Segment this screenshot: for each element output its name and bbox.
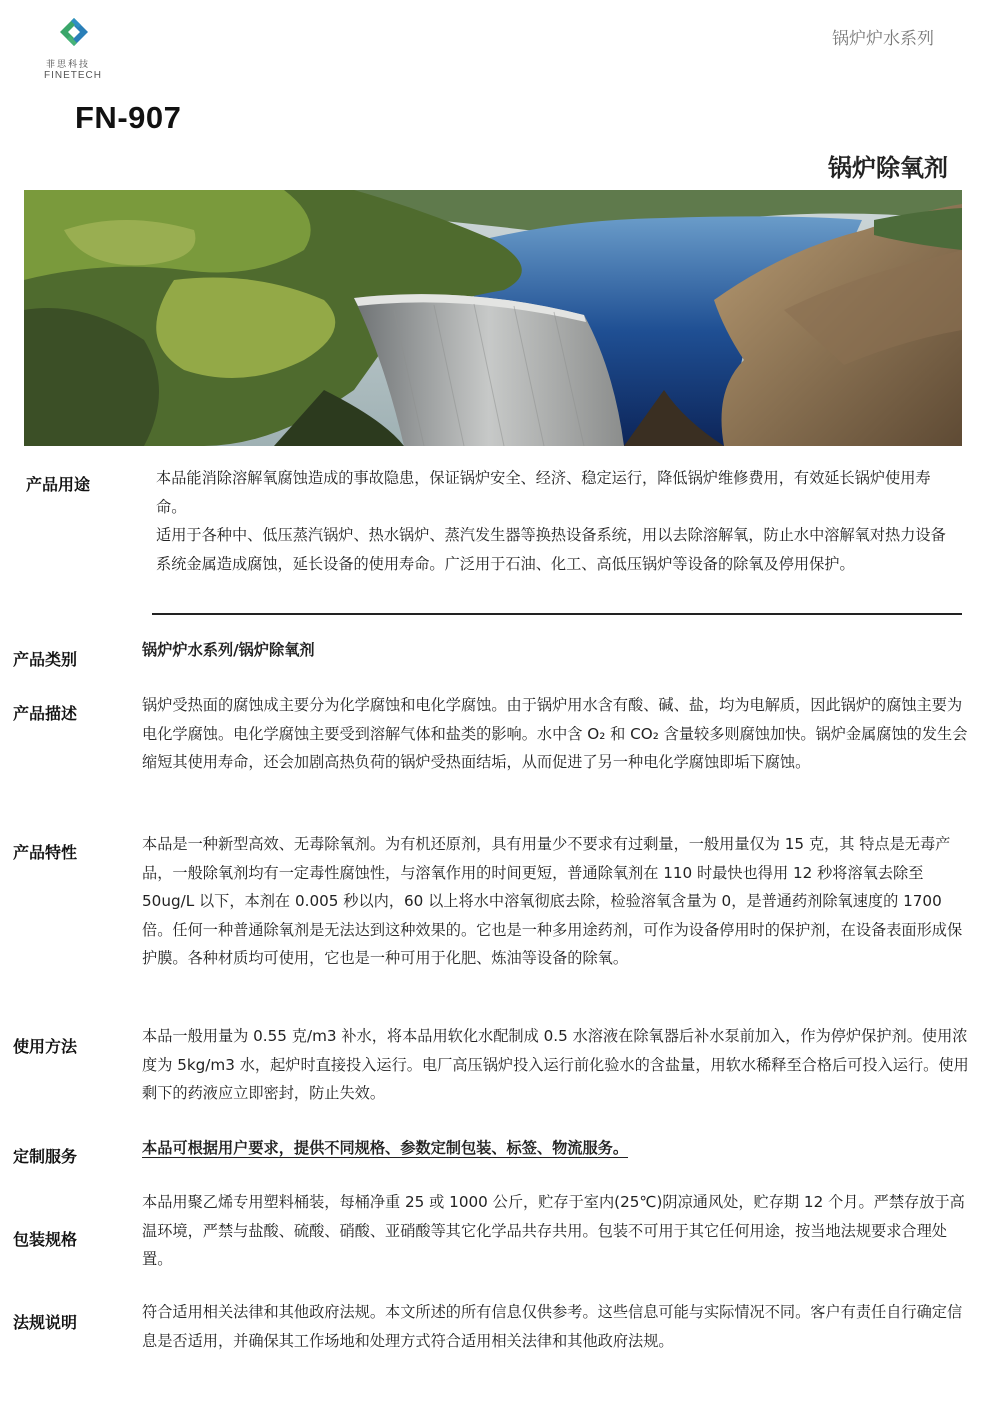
section-body-features: 本品是一种新型高效、无毒除氧剂。为有机还原剂，具有用量少不要求有过剩量，一般用量仅为 15 克，其 特点是无毒产品，一般除氧剂均有一定毒性腐蚀性，与溶氧作用的时间更短，普通除氧剂在 110 时最快也得用 12 秒将溶氧去除至 50ug/L 以下，本剂在 0.005 秒以内，60 以上将水中溶氧彻底去除，检验溶氧含量为 0，是普通药剂除氧速度的 1700 倍。任何一种普通除氧剂是无法达到这种效果的。它也是一种多用途药剂，可作为设备停用时的保护剂，在设备表面形成保护膜。各种材质均可使用，它也是一种可用于化肥、炼油等设备的除氧。	[142, 835, 963, 967]
section-label-regulation: 法规说明	[13, 1313, 78, 1332]
section-body-regulation: 符合适用相关法律和其他政府法规。本文所述的所有信息仅供参考。这些信息可能与实际情况不同。客户有责任自行确定信息是否适用，并确保其工作场地和处理方式符合适用相关法律和其他政府法规。	[142, 1303, 963, 1350]
section-label-usage: 产品用途	[26, 475, 91, 494]
product-title: 锅炉除氧剂	[828, 154, 948, 182]
section-body-method: 本品一般用量为 0.55 克/m3 补水，将本品用软化水配制成 0.5 水溶液在除氧器后补水泵前加入，作为停炉保护剂。使用浓度为 5kg/m3 水，起炉时直接投入运行。电厂高压锅炉投入运行前化验水的含盐量，用软水稀释至合格后可投入运行。使用剩下的药液应立即密封，防止失效。	[142, 1027, 969, 1102]
section-label-features: 产品特性	[13, 843, 78, 862]
section-label-category: 产品类别	[13, 650, 78, 669]
section-label-method: 使用方法	[13, 1037, 78, 1056]
section-label-custom: 定制服务	[13, 1147, 78, 1166]
section-body-packaging: 本品用聚乙烯专用塑料桶装，每桶净重 25 或 1000 公斤，贮存于室内(25℃)阴凉通风处，贮存期 12 个月。严禁存放于高温环境，严禁与盐酸、硫酸、硝酸、亚硝酸等其它化学品共存共用。包装不可用于其它任何用途，按当地法规要求合理处置。	[142, 1193, 965, 1268]
section-label-description: 产品描述	[13, 704, 78, 723]
logo-mark-icon	[54, 12, 94, 52]
section-body-category: 锅炉炉水系列/锅炉除氧剂	[142, 641, 315, 659]
series-label: 锅炉炉水系列	[832, 29, 934, 49]
section-body-description: 锅炉受热面的腐蚀成主要分为化学腐蚀和电化学腐蚀。由于锅炉用水含有酸、碱、盐，均为电解质，因此锅炉的腐蚀主要为电化学腐蚀。电化学腐蚀主要受到溶解气体和盐类的影响。水中含 O₂ 和 CO₂ 含量较多则腐蚀加快。锅炉金属腐蚀的发生会缩短其使用寿命，还会加剧高热负荷的锅炉受热面结垢，从而促进了另一种电化学腐蚀即垢下腐蚀。	[142, 696, 968, 771]
section-divider	[152, 613, 962, 615]
product-model: FN-907	[75, 100, 182, 135]
usage-paragraph-2: 适用于各种中、低压蒸汽锅炉、热水锅炉、蒸汽发生器等换热设备系统，用以去除溶解氧，防止水中溶解氧对热力设备系统金属造成腐蚀，延长设备的使用寿命。广泛用于石油、化工、高低压锅炉等设备的除氧及停用保护。	[156, 526, 946, 573]
section-body-custom: 本品可根据用户要求，提供不同规格、参数定制包装、标签、物流服务。	[142, 1139, 628, 1157]
logo-english-name: FINETECH	[44, 70, 102, 81]
section-body-usage	[156, 464, 956, 578]
logo-chinese-name: 菲思科技	[46, 60, 91, 70]
hero-image-dam	[24, 190, 962, 446]
usage-paragraph-1: 本品能消除溶解氧腐蚀造成的事故隐患，保证锅炉安全、经济、稳定运行，降低锅炉维修费用，有效延长锅炉使用寿命。	[156, 469, 931, 516]
section-label-packaging: 包装规格	[13, 1230, 78, 1249]
